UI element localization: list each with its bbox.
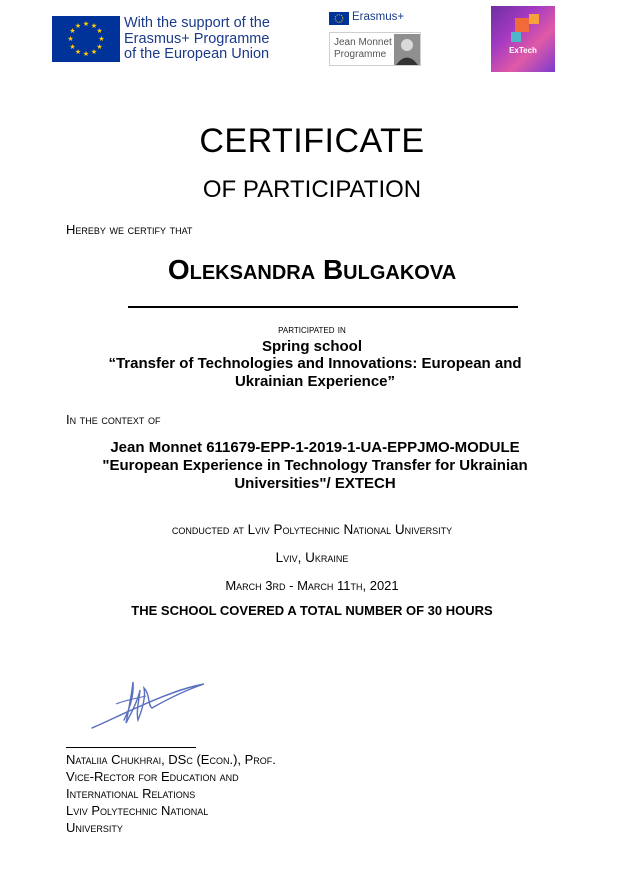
signature-line xyxy=(66,747,196,748)
certificate-title: CERTIFICATE xyxy=(199,122,425,160)
jean-monnet-logo xyxy=(329,12,421,66)
signatory-title: Vice-Rector for Education and xyxy=(66,769,239,784)
eu-text-line: of the European Union xyxy=(124,46,270,62)
participated-label: participated in xyxy=(278,322,346,336)
logo-square xyxy=(529,14,539,24)
certificate-subtitle: OF PARTICIPATION xyxy=(202,176,422,203)
jean-monnet-line: Jean Monnet xyxy=(334,37,392,48)
project-title: "European Experience in Technology Transfer for Ukrainian Universities"/ EXTECH xyxy=(102,457,528,492)
logo-square xyxy=(511,32,521,42)
svg-text:★: ★ xyxy=(96,27,103,35)
jean-monnet-box xyxy=(329,32,421,66)
svg-text:★: ★ xyxy=(90,22,98,30)
extech-label: ExTech xyxy=(509,46,537,55)
svg-text:★: ★ xyxy=(69,43,76,51)
svg-text:★: ★ xyxy=(90,48,98,56)
svg-text:★: ★ xyxy=(74,48,82,56)
event-type: Spring school xyxy=(261,338,362,355)
project-code: Jean Monnet 611679-EPP-1-2019-1-UA-EPPJMO-MODULE xyxy=(110,439,520,456)
jean-monnet-line: Programme xyxy=(334,49,387,60)
eu-support-text xyxy=(124,16,270,63)
signature-image xyxy=(86,668,216,738)
svg-text:★: ★ xyxy=(98,35,105,43)
signatory-name: Nataliia Chukhrai, DSc (Econ.), Prof. xyxy=(66,752,276,767)
certify-line: Hereby we certify that xyxy=(66,222,193,237)
svg-text:★: ★ xyxy=(69,27,76,35)
signatory-institution: University xyxy=(66,820,123,835)
svg-text:★: ★ xyxy=(96,43,103,51)
total-hours: THE SCHOOL COVERED A TOTAL NUMBER OF 30 HOURS xyxy=(131,603,493,618)
event-title: “Transfer of Technologies and Innovations: European and Ukrainian Experience” xyxy=(108,355,522,390)
recipient-name: Oleksandra Bulgakova xyxy=(167,254,457,285)
conducted-at: conducted at Lviv Polytechnic National University xyxy=(171,522,453,537)
context-label: In the context of xyxy=(66,412,161,427)
eu-text-line: Erasmus+ Programme xyxy=(124,30,270,47)
svg-text:★: ★ xyxy=(74,22,82,30)
signatory-block xyxy=(66,751,276,836)
svg-text:★: ★ xyxy=(67,35,74,43)
extech-logo xyxy=(491,6,555,72)
jean-monnet-text xyxy=(334,37,392,61)
svg-text:★: ★ xyxy=(82,50,90,58)
erasmus-label: Erasmus+ xyxy=(352,11,405,23)
signatory-title: International Relations xyxy=(66,786,196,801)
location: Lviv, Ukraine xyxy=(275,550,349,565)
eu-flag-icon xyxy=(329,12,349,25)
event-dates: March 3rd - March 11th, 2021 xyxy=(225,578,399,593)
signatory-institution: Lviv Polytechnic National xyxy=(66,803,209,818)
logo-square xyxy=(515,18,529,32)
name-underline xyxy=(128,306,518,308)
eu-flag-logo xyxy=(52,16,120,62)
eu-text-line: With the support of the xyxy=(124,15,270,31)
svg-text:★: ★ xyxy=(82,20,90,28)
portrait-image xyxy=(394,34,420,65)
project-block xyxy=(60,439,570,493)
